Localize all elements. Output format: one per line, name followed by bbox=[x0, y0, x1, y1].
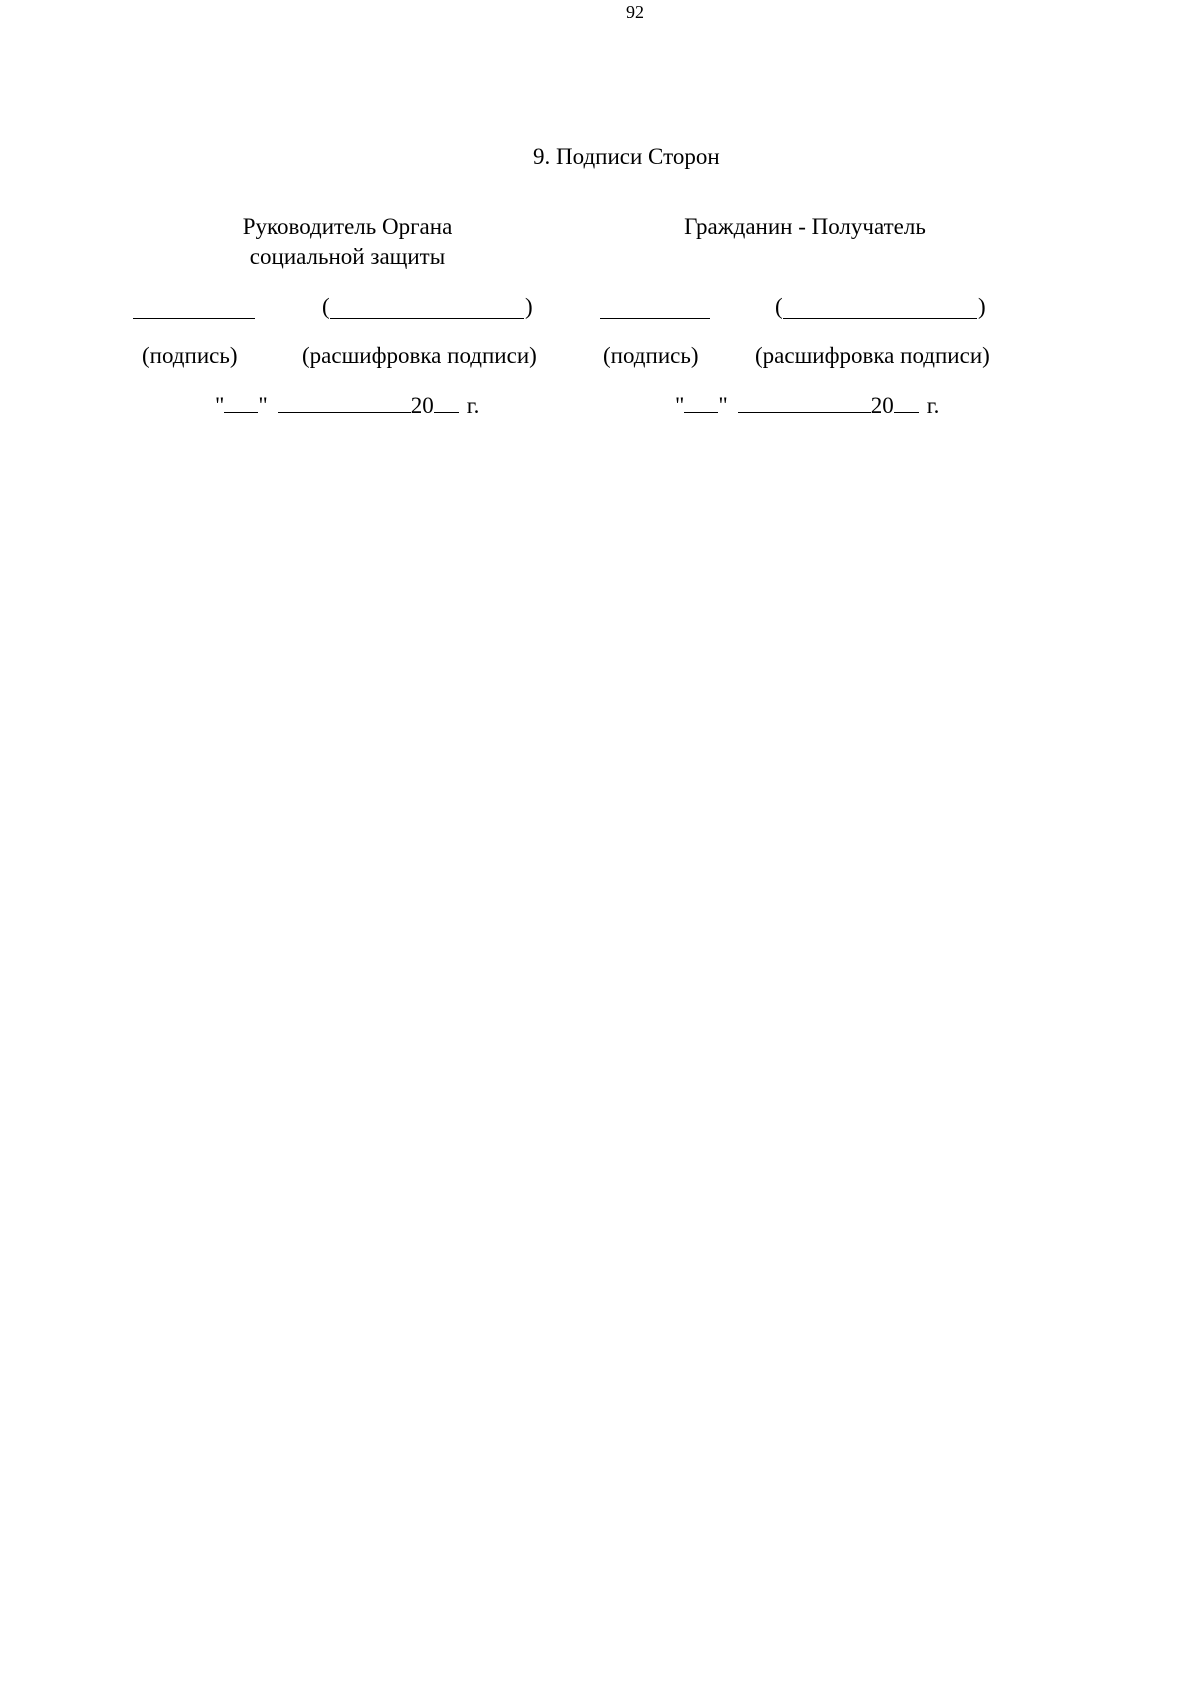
year-blank-right[interactable] bbox=[894, 392, 919, 413]
quote-open-left: " bbox=[215, 393, 225, 418]
signature-blank-right[interactable] bbox=[600, 318, 710, 319]
signature-caption-right: (подпись) bbox=[603, 343, 699, 368]
paren-open-right: ( bbox=[775, 294, 783, 319]
day-blank-left[interactable] bbox=[224, 392, 258, 413]
decoding-caption-left: (расшифровка подписи) bbox=[302, 343, 537, 368]
quote-open-right: " bbox=[675, 393, 685, 418]
party-heading-right-line1: Гражданин - Получатель bbox=[684, 214, 926, 239]
party-heading-left-line1: Руководитель Органа bbox=[242, 214, 453, 239]
year-suffix-left: г. bbox=[466, 393, 480, 418]
month-blank-right[interactable] bbox=[738, 392, 871, 413]
decoding-blank-left[interactable] bbox=[330, 318, 524, 319]
page-number: 92 bbox=[626, 2, 644, 22]
date-line-right bbox=[675, 392, 939, 419]
paren-close-left: ) bbox=[525, 294, 533, 319]
paren-close-right: ) bbox=[978, 294, 986, 319]
year-prefix-right: 20 bbox=[870, 393, 894, 418]
signature-blank-left[interactable] bbox=[133, 318, 255, 319]
year-blank-left[interactable] bbox=[434, 392, 459, 413]
month-blank-left[interactable] bbox=[278, 392, 411, 413]
paren-open-left: ( bbox=[322, 294, 330, 319]
year-prefix-left: 20 bbox=[410, 393, 434, 418]
party-heading-left bbox=[225, 212, 470, 272]
year-suffix-right: г. bbox=[926, 393, 940, 418]
quote-close-left: " bbox=[258, 393, 268, 418]
day-blank-right[interactable] bbox=[684, 392, 718, 413]
party-heading-left-line2: социальной защиты bbox=[249, 244, 446, 269]
signature-caption-left: (подпись) bbox=[142, 343, 238, 368]
party-heading-right bbox=[665, 212, 945, 242]
decoding-blank-right[interactable] bbox=[783, 318, 977, 319]
decoding-caption-right: (расшифровка подписи) bbox=[755, 343, 990, 368]
date-line-left bbox=[215, 392, 479, 419]
quote-close-right: " bbox=[718, 393, 728, 418]
section-title: 9. Подписи Сторон bbox=[533, 144, 720, 169]
